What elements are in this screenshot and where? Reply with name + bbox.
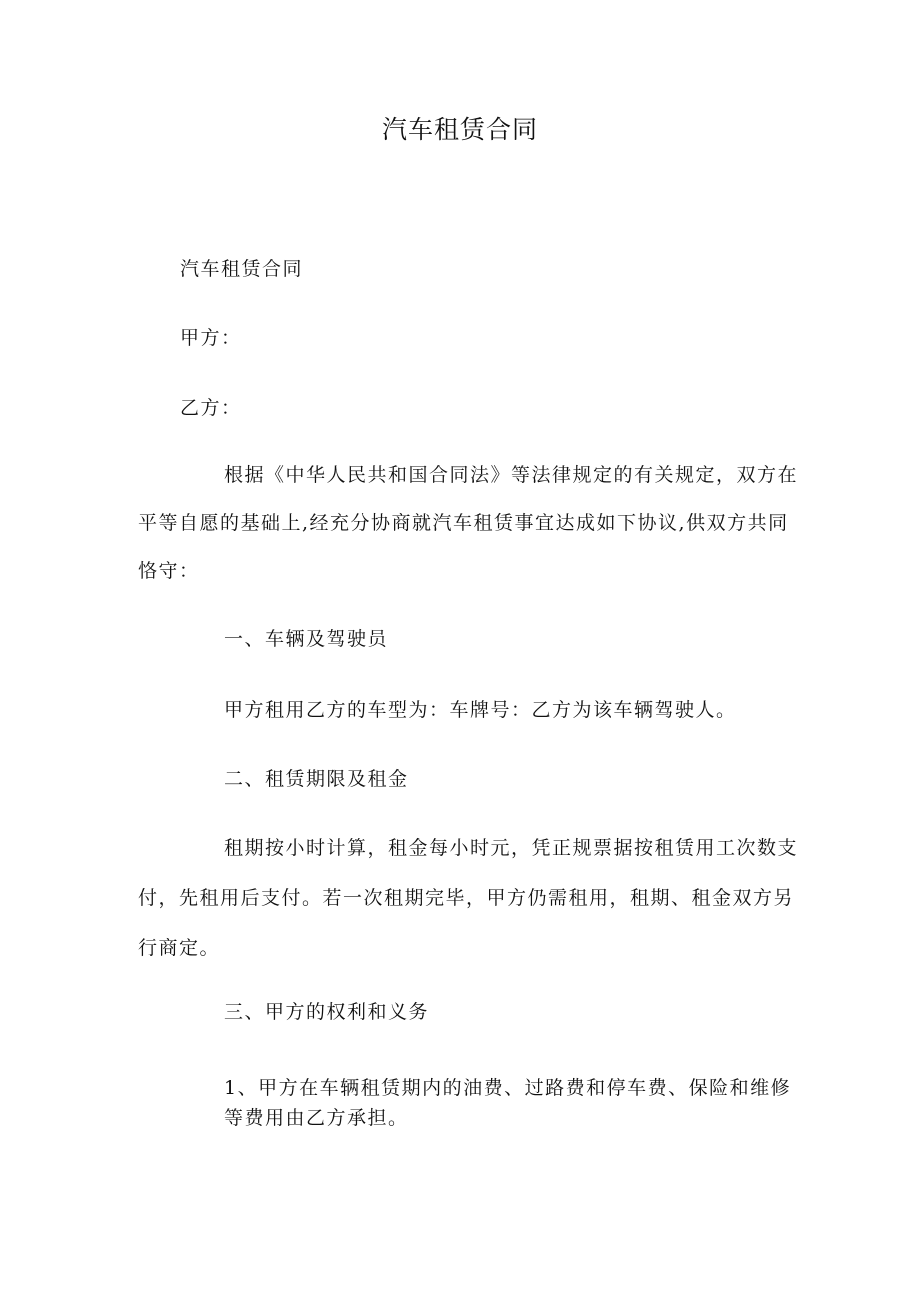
party-b-label: 乙方： <box>180 397 242 419</box>
preamble-line-2: 平等自愿的基础上,经充分协商就汽车租赁事宜达成如下协议,供双方共同 <box>138 512 789 534</box>
section3-heading: 三、甲方的权利和义务 <box>224 1001 430 1023</box>
section2-paragraph <box>138 835 798 961</box>
preamble-line-1: 根据《中华人民共和国合同法》等法律规定的有关规定，双方在 <box>224 464 799 486</box>
document-title: 汽车租赁合同 <box>381 115 538 144</box>
section2-line-1: 租期按小时计算，租金每小时元，凭正规票据按租赁用工次数支 <box>224 837 799 859</box>
preamble-line-3: 恪守： <box>138 560 200 582</box>
section3-item1-paragraph <box>224 1075 791 1131</box>
section3-item1-line-2: 等费用由乙方承担。 <box>224 1107 409 1129</box>
section1-body: 甲方租用乙方的车型为：车牌号：乙方为该车辆驾驶人。 <box>224 699 737 721</box>
party-a-label: 甲方： <box>180 327 242 349</box>
section2-heading: 二、租赁期限及租金 <box>224 768 409 790</box>
section1-heading: 一、车辆及驾驶员 <box>224 628 389 650</box>
preamble-paragraph <box>138 462 798 584</box>
section2-line-2: 付，先租用后支付。若一次租期完毕，甲方仍需租用，租期、租金双方另 <box>138 887 795 909</box>
contract-subtitle: 汽车租赁合同 <box>180 258 304 280</box>
section3-item1-line-1: 1、甲方在车辆租赁期内的油费、过路费和停车费、保险和维修 <box>224 1077 792 1099</box>
section2-line-3: 行商定。 <box>138 937 221 959</box>
